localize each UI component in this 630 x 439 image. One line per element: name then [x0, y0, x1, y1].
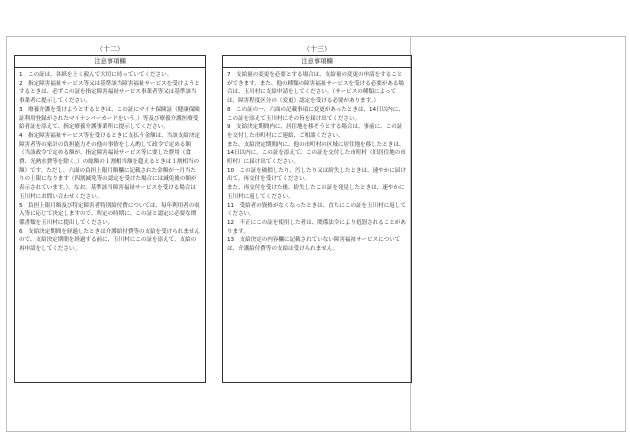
- note-item: 13 支給決定の内容欄に記載されていない障害福祉サービスについては、介護給付費等の支給は受けられません。: [227, 237, 401, 253]
- note-item: 4 指定障害福祉サービス等を受けるときに支払う金額は、当該支給決定障害者等の家計の負担能力その他の事情をしん酌して政令で定める額（当該政令で定める額が、指定障害福祉サービス等に要した費用（食費、光熱水費等を除く。）の総額の１割相当額を超えるときは１割相当の額）です。ただし、六面の負担上限月額欄に記載された金額が一月当たりの上限になります（四割減免等の認定を受けた場合には減免後の額が表示されています。）。なお、基準該当障害福祉サービスを受ける場合は玉川村にお問い合わせください。: [19, 132, 200, 200]
- notes-body: [15, 68, 205, 254]
- note-item: また、再交付を受けた後、紛失したこの証を発見したときは、速やかに玉川村に返してください。: [227, 185, 405, 200]
- note-item: 9 支給決定期間内に、居住地を移そうとする場合は、事前に、この証を交付した市町村にご連絡、ご相談ください。: [227, 124, 403, 139]
- notes-heading: 注意事項欄: [15, 56, 205, 68]
- notes-box: [222, 55, 412, 383]
- notes-box: [14, 55, 206, 383]
- note-item: 5 負担上限月額及び特定障害者特別給付費については、毎年利用者の収入等に応じて決定しますので、所定の時期に、この証と認定に必要な関係書類を玉川村に提出してください。: [19, 202, 200, 226]
- notes-heading: 注意事項欄: [223, 56, 411, 68]
- panel-twelve: [14, 44, 206, 383]
- note-item: 10 この証を破損したり、汚したり又は紛失したときは、速やかに届け出て、再交付を受けてください。: [227, 167, 406, 183]
- panel-number: （十三）: [303, 45, 331, 53]
- note-item: 1 この証は、各紙を上く毅んで大切に持っていてください。: [19, 72, 173, 78]
- panel-thirteen: [222, 44, 412, 383]
- note-item: 3 療養介護を受けようとするときは、この証にマイナ保険証（健康保険証利用登録がされたマイナンバーカードをいう。）等及び療養介護医療受給者証を添えて、指定療養介護事業所に提示してください。: [19, 106, 200, 131]
- note-item: 6 支給決定期間を経過したときは介護給付費等の支給を受けられませんので、支給決定期間を経過する前に、玉川村にこの証を添えて、支給の再申請をしてください。: [19, 228, 200, 253]
- note-item: 11 受給者の資格がなくなったときは、直ちにこの証を玉川村に返してください。: [227, 202, 406, 218]
- note-item: 2 指定障害福祉サービス等又は基準該当障害福祉サービスを受けようとするときは、必ずこの証を指定障害福祉サービス事業者等又は基準該当事業者に提示してください。: [19, 80, 200, 105]
- note-item: 7 支給量の変更を必要とする場合は、支給量の変更の申請をすることができます。また、他の種類の障害福祉サービスを受ける必要がある場合は、玉川村に支給申請をしてください。（サービスの種類によっては、障害程度区分の（変更）認定を受ける必要があります。）: [227, 72, 404, 105]
- notes-body: [223, 68, 411, 254]
- note-item: 8 この証の一、六面の記載事項に変更があったときは、14日以内に、この証を添えて玉川村にその旨を届け出てください。: [227, 106, 404, 122]
- panel-number: （十二）: [96, 45, 124, 53]
- note-item: また、支給決定期間内に、他の市町村の区域に居住地を移したときは、14日以内に、この証を添えて、この証を交付した市町村（旧居住地の市町村）に届け出てください。: [227, 141, 406, 166]
- note-item: 12 不正にこの証を使用した者は、関係法令により処罰されることがあります。: [227, 219, 406, 235]
